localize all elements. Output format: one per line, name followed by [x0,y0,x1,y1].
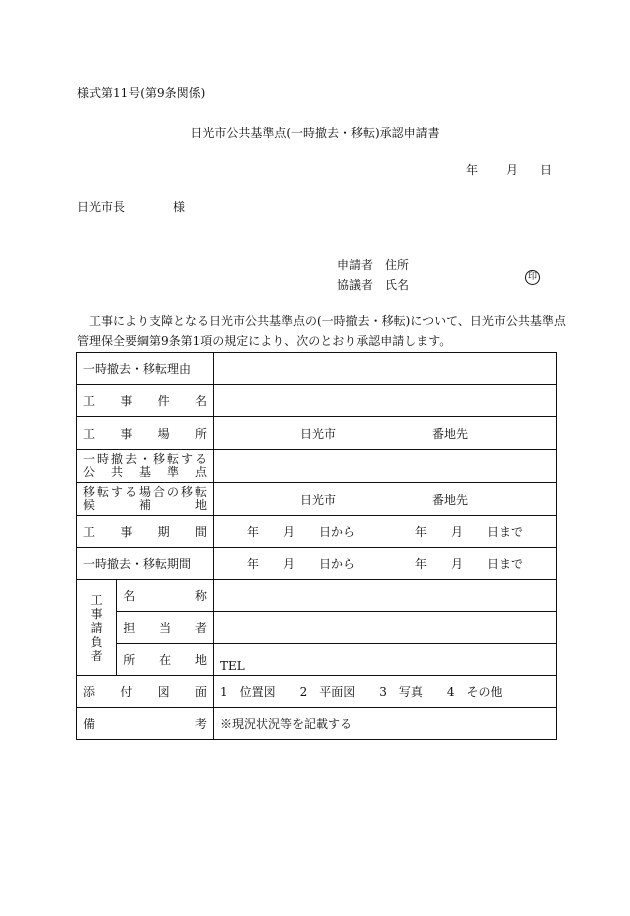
date-day: 日 [540,163,553,177]
contractor-label-text: 工事請負者 [90,592,103,663]
date-month: 月 [506,163,519,177]
benchmark-label-line2: 公共基準点 [83,465,207,479]
project-name-label: 工事件名 [83,394,207,408]
contractor-name-label: 名称 [123,589,207,603]
contractor-address-value[interactable] [214,644,557,676]
reason-value[interactable] [214,353,557,385]
relocation-label-line1: 移転する場合の移転 [83,485,207,499]
relocation-label-line2: 候補地 [83,498,207,512]
date-year: 年 [466,163,479,177]
relocation-city: 日光市 [300,492,337,507]
address-label: 住所 [385,258,410,272]
removal-period-label: 一時撤去・移転期間 [83,557,192,571]
period-value[interactable]: 年 月 日から 年 月 日まで [214,516,557,548]
addressee: 日光市長 様 [77,200,186,214]
site-value[interactable] [214,417,557,450]
relocation-value[interactable] [214,483,557,516]
applicant-role: 申請者 [337,258,374,272]
date-line [466,161,552,178]
applicant-block [337,255,409,295]
contractor-person-value[interactable] [214,612,557,644]
benchmark-value[interactable] [214,450,557,483]
tel-label: TEL [220,659,245,673]
consultant-role: 協議者 [337,278,374,292]
attachments-label: 添付図面 [83,685,207,699]
contractor-label [77,580,117,676]
intro-text: 工事により支障となる日光市公共基準点の(一時撤去・移転)について、日光市公共基準点管理保全要綱第9条第1項の規定により、次のとおり承認申請します。 [77,314,566,348]
project-name-value[interactable] [214,385,557,417]
name-label: 氏名 [385,278,410,292]
site-suffix: 番地先 [432,426,469,441]
benchmark-label-line1: 一時撤去・移転する [83,452,207,466]
contractor-name-value[interactable] [214,580,557,612]
page-title: 日光市公共基準点(一時撤去・移転)承認申請書 [190,126,440,140]
form-number: 様式第11号(第9条関係) [77,86,206,100]
period-label: 工事期間 [83,525,207,539]
reason-label: 一時撤去・移転理由 [83,362,192,376]
contractor-address-label: 所在地 [123,653,207,667]
site-label: 工事場所 [83,426,207,441]
attachments-value: 1 位置図 2 平面図 3 写真 4 その他 [214,676,557,708]
relocation-suffix: 番地先 [432,492,469,507]
contractor-person-label: 担当者 [123,621,207,635]
site-city: 日光市 [300,426,337,441]
removal-period-value[interactable]: 年 月 日から 年 月 日まで [214,548,557,580]
remarks-value[interactable]: ※現況状況等を記載する [214,708,557,740]
application-table [76,352,557,740]
seal-mark: 印 [525,270,540,285]
remarks-label: 備考 [83,717,207,731]
